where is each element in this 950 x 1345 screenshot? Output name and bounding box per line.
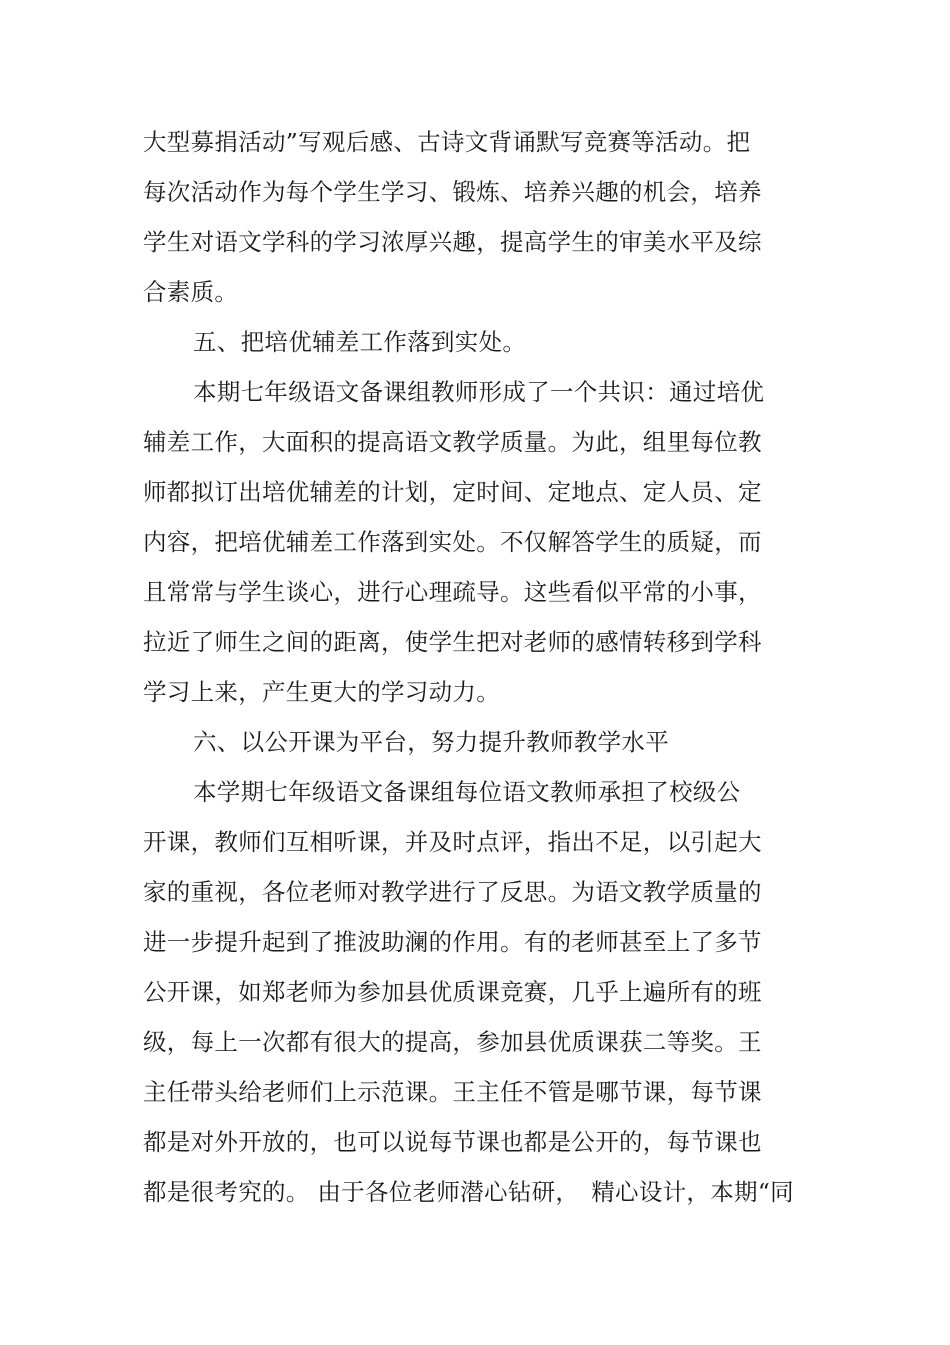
paragraph-line: 每次活动作为每个学生学习、锻炼、培养兴趣的机会，培养	[143, 178, 762, 206]
paragraph-line: 级，每上一次都有很大的提高，参加县优质课获二等奖。王	[143, 1028, 762, 1056]
paragraph-line: 本学期七年级语文备课组每位语文教师承担了校级公	[193, 778, 741, 806]
paragraph-line: 主任带头给老师们上示范课。王主任不管是哪节课，每节课	[143, 1078, 762, 1106]
section-heading-5: 五、把培优辅差工作落到实处。	[193, 328, 527, 356]
paragraph-line: 开课，教师们互相听课，并及时点评，指出不足，以引起大	[143, 828, 762, 856]
paragraph-line: 且常常与学生谈心，进行心理疏导。这些看似平常的小事，	[143, 578, 762, 606]
paragraph-line: 进一步提升起到了推波助澜的作用。有的老师甚至上了多节	[143, 928, 762, 956]
paragraph-line: 合素质。	[143, 278, 239, 306]
paragraph-line: 内容，把培优辅差工作落到实处。不仅解答学生的质疑，而	[143, 528, 762, 556]
paragraph-line: 家的重视，各位老师对教学进行了反思。为语文教学质量的	[143, 878, 762, 906]
section-heading-6: 六、以公开课为平台，努力提升教师教学水平	[193, 728, 669, 756]
paragraph-line: 师都拟订出培优辅差的计划，定时间、定地点、定人员、定	[143, 478, 762, 506]
paragraph-line: 都是对外开放的，也可以说每节课也都是公开的，每节课也	[143, 1128, 762, 1156]
paragraph-line: 学习上来，产生更大的学习动力。	[143, 678, 500, 706]
paragraph-line: 拉近了师生之间的距离，使学生把对老师的感情转移到学科	[143, 628, 762, 656]
paragraph-line: 大型募捐活动”写观后感、古诗文背诵默写竞赛等活动。把	[143, 128, 751, 156]
paragraph-line: 本期七年级语文备课组教师形成了一个共识：通过培优	[193, 378, 765, 406]
paragraph-line: 学生对语文学科的学习浓厚兴趣，提高学生的审美水平及综	[143, 228, 762, 256]
paragraph-line: 公开课，如郑老师为参加县优质课竞赛，几乎上遍所有的班	[143, 978, 762, 1006]
paragraph-line: 辅差工作，大面积的提高语文教学质量。为此，组里每位教	[143, 428, 762, 456]
paragraph-line: 都是很考究的。 由于各位老师潜心钻研， 精心设计，本期“同	[143, 1178, 794, 1206]
